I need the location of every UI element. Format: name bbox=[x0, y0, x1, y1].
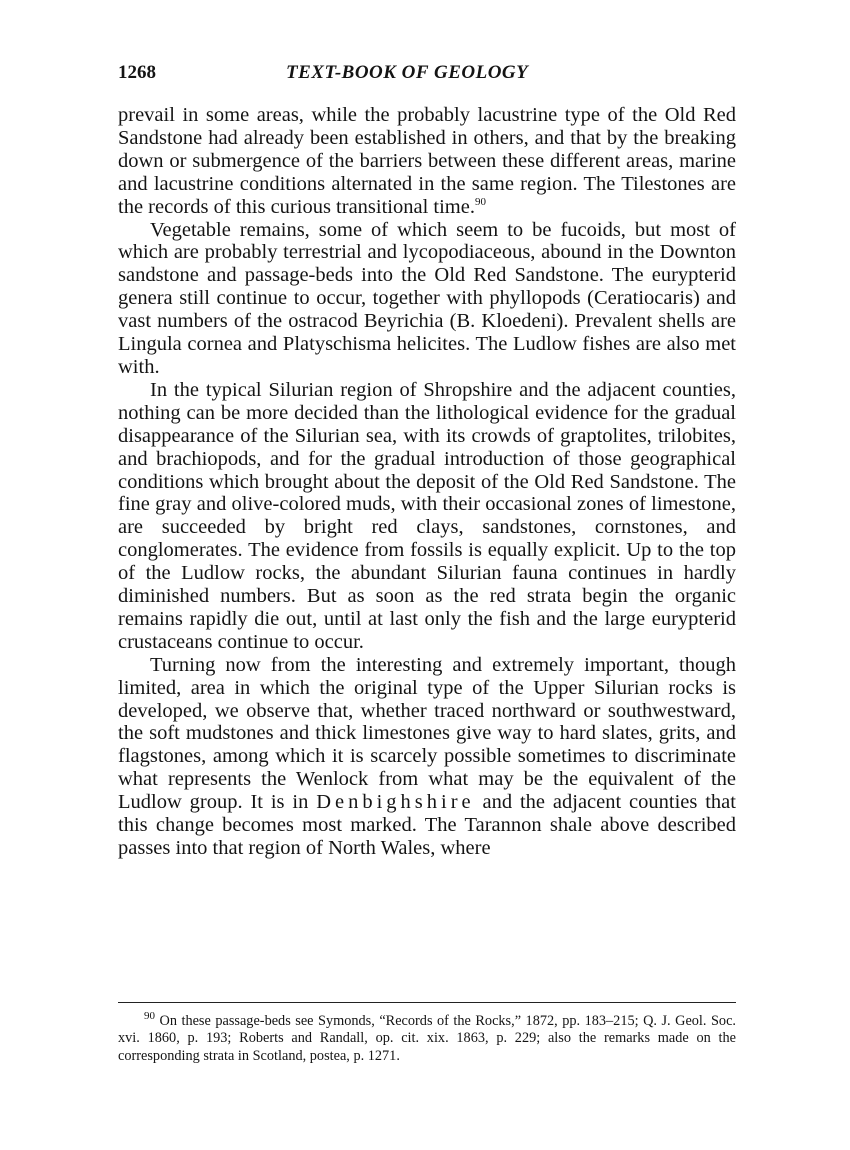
running-head bbox=[118, 62, 736, 92]
body-text bbox=[118, 104, 736, 860]
footnote bbox=[118, 1010, 736, 1065]
footnote-reference: 90 bbox=[474, 195, 486, 208]
page-body bbox=[118, 62, 736, 860]
paragraph-1-text: prevail in some areas, while the probably lacustrine type of the Old Red Sandstone had already been established in others, and that by the breaking down or submergence of the barriers between these different areas, marine and lacustrine conditions alternated in the same region. The Tilestones are the records of this curious transitional time. bbox=[118, 104, 736, 218]
paragraph-4-text-b: and the adjacent counties that this change becomes most marked. The Tarannon shale above described passes into that region of North Wales, where bbox=[118, 791, 736, 859]
paragraph-4-text-a: Turning now from the interesting and extremely important, though limited, area in which the original type of the Upper Silurian rocks is developed, we observe that, whether traced northward or southwestward, the soft mudstones and thick limestones give way to hard slates, grits, and flagstones, among which it is scarcely possible sometimes to discriminate what represents the Wenlock from what may be the equivalent of the Ludlow group. It is in bbox=[118, 653, 736, 814]
page-number: 1268 bbox=[118, 62, 156, 83]
paragraph-1 bbox=[118, 104, 736, 219]
footnote-divider bbox=[118, 1002, 736, 1003]
footnote-text: On these passage-beds see Symonds, “Records of the Rocks,” 1872, pp. 183–215; Q. J. Geol. Soc. xvi. 1860, p. 193; Roberts and Randall, op. cit. xix. 1863, p. 229; also the remarks made on the corresponding strata in Scotland, postea, p. 1271. bbox=[118, 1013, 736, 1064]
running-title: TEXT-BOOK OF GEOLOGY bbox=[286, 62, 529, 83]
spaced-place-name: Denbighshire bbox=[316, 791, 475, 814]
footnote-marker: 90 bbox=[144, 1010, 155, 1023]
paragraph-3: In the typical Silurian region of Shropshire and the adjacent counties, nothing can be more decided than the lithological evidence for the gradual disappearance of the Silurian sea, with its crowds of graptolites, trilobites, and brachiopods, and for the gradual introduction of those geographical conditions which brought about the deposit of the Old Red Sandstone. The fine gray and olive-colored muds, with their occasional zones of limestone, are succeeded by bright red clays, sandstones, cornstones, and conglomerates. The evidence from fossils is equally explicit. Up to the top of the Ludlow rocks, the abundant Silurian fauna continues in hardly diminished numbers. But as soon as the red strata begin the organic remains rapidly die out, until at last only the fish and the large eurypterid crustaceans continue to occur. bbox=[118, 378, 736, 653]
paragraph-2: Vegetable remains, some of which seem to be fucoids, but most of which are probably terrestrial and lycopodiaceous, abound in the Downton sandstone and passage-beds into the Old Red Sandstone. The eurypterid genera still continue to occur, together with phyllopods (Ceratiocaris) and vast numbers of the ostracod Beyrichia (B. Kloedeni). Prevalent shells are Lingula cornea and Platyschisma helicites. The Ludlow fishes are also met with. bbox=[118, 218, 736, 378]
paragraph-4 bbox=[118, 654, 736, 860]
